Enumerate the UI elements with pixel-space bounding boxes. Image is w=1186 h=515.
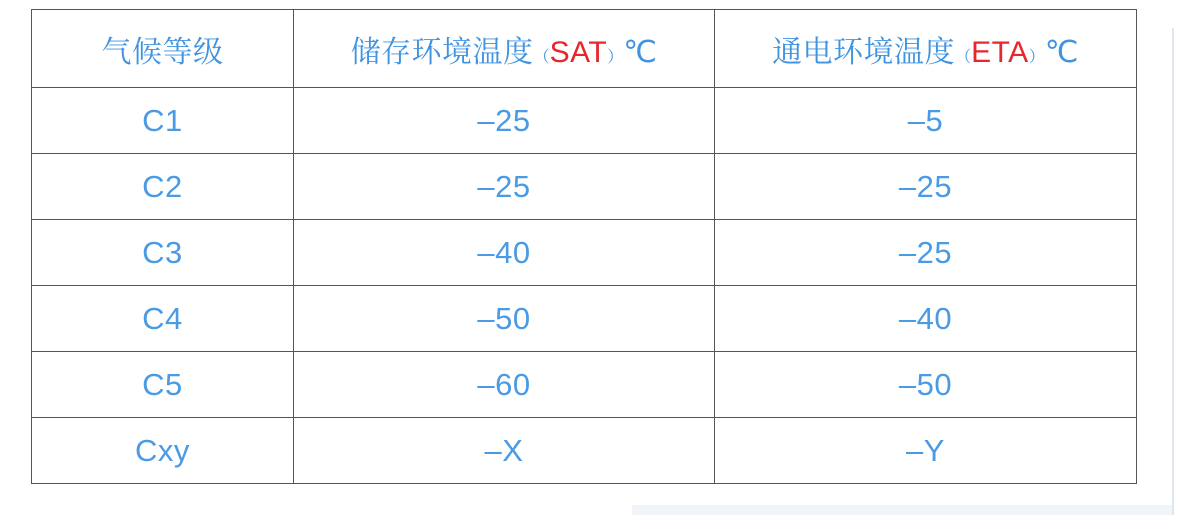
cell-eta [715,88,1137,154]
cell-grade [32,154,294,220]
eta-value: –25 [898,234,953,270]
sat-value: –60 [477,366,531,402]
cell-grade [32,220,294,286]
cell-grade [32,286,294,352]
header-cell-eta [715,10,1137,88]
header-highlight-eta: ETA [971,35,1029,69]
header-label-eta: 通电环境温度 [772,35,956,69]
table-row [32,286,1137,352]
paren-open-sat: （ [533,48,550,66]
cell-sat [294,220,715,286]
eta-value: –50 [898,366,953,402]
header-unit-eta: ℃ [1044,35,1079,69]
cell-eta [715,286,1137,352]
grade-value: C5 [142,366,183,402]
paren-close-sat: ） [607,48,624,66]
cell-eta [715,418,1137,484]
header-label-sat: 储存环境温度 [350,35,534,69]
paren-open-eta: （ [955,48,972,66]
table-body [32,88,1137,484]
eta-value: –5 [907,102,944,138]
table-row [32,88,1137,154]
grade-value: C2 [142,168,183,204]
cell-eta [715,220,1137,286]
sat-value: –50 [477,300,531,336]
eta-value: –25 [898,168,953,204]
page-edge-rule [1172,28,1174,515]
header-row [32,10,1137,88]
sat-value: –25 [477,168,531,204]
table-row [32,418,1137,484]
cell-grade [32,88,294,154]
cell-sat [294,418,715,484]
climate-grade-table [31,9,1137,484]
cell-sat [294,154,715,220]
cell-eta [715,352,1137,418]
cell-grade [32,418,294,484]
table-header [32,10,1137,88]
sat-value: –X [484,432,524,468]
header-highlight-sat: SAT [549,35,608,69]
cell-grade [32,352,294,418]
header-cell-sat [294,10,715,88]
paren-close-eta: ） [1028,48,1045,66]
table-row [32,154,1137,220]
eta-value: –Y [906,432,945,468]
sat-value: –40 [477,234,531,270]
header-cell-grade [32,10,294,88]
grade-value: C4 [142,300,183,336]
cell-eta [715,154,1137,220]
table-row [32,352,1137,418]
grade-value: C1 [142,102,183,138]
header-unit-sat: ℃ [623,35,658,69]
cell-sat [294,286,715,352]
climate-table-container [31,9,1136,484]
grade-value: C3 [142,234,183,270]
cell-sat [294,352,715,418]
page-bottom-strip [632,505,1172,515]
header-label-grade: 气候等级 [101,35,224,69]
eta-value: –40 [898,300,953,336]
table-row [32,220,1137,286]
grade-value: Cxy [135,432,190,468]
sat-value: –25 [477,102,531,138]
cell-sat [294,88,715,154]
